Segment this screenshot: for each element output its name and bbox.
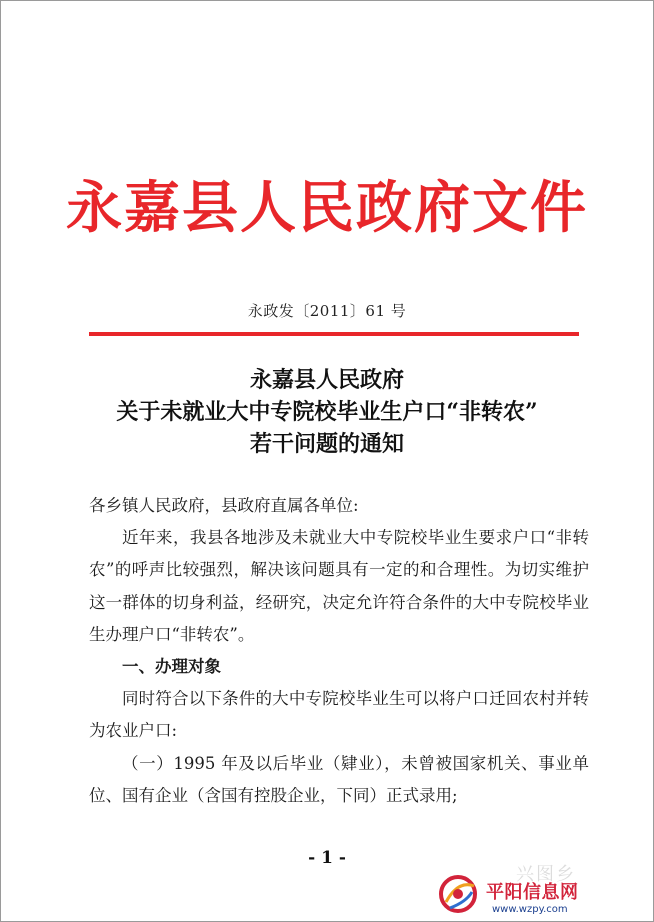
paragraph-condition-1: （一）1995 年及以后毕业（肄业），未曾被国家机关、事业单位、国有企业（含国有控股企业，下同）正式录用; [89,753,589,805]
watermark-url: www.wzpy.com [492,904,568,915]
section-heading-eligibility: 一、办理对象 [122,657,221,677]
watermark-logo-icon [436,872,482,916]
document-number: 永政发〔2011〕61 号 [247,302,407,320]
notice-body [89,490,589,812]
watermark-site-name: 平阳信息网 [486,882,579,903]
paragraph-conditions: 同时符合以下条件的大中专院校毕业生可以将户口迁回农村并转为农业户口: [89,689,589,741]
notice-title-line-1: 永嘉县人民政府 [249,367,404,393]
issuer-header-title: 永嘉县人民政府文件 [66,175,588,241]
notice-title [0,364,654,460]
salutation: 各乡镇人民政府，县政府直属各单位: [89,496,359,515]
notice-title-line-2: 关于未就业大中专院校毕业生户口“非转农” [116,399,538,425]
site-watermark [436,864,646,916]
red-separator-rule [89,332,579,336]
watermark-ghost-text: 兴图乡 [516,864,576,885]
notice-title-line-3: 若干问题的通知 [249,431,404,457]
paragraph-background: 近年来，我县各地涉及未就业大中专院校毕业生要求户口“非转农”的呼声比较强烈，解决该问题具有一定的和合理性。为切实维护这一群体的切身利益，经研究，决定允许符合条件的大中专院校毕业生办理户口“非转农”。 [89,528,589,644]
page-number: - 1 - [308,848,346,868]
